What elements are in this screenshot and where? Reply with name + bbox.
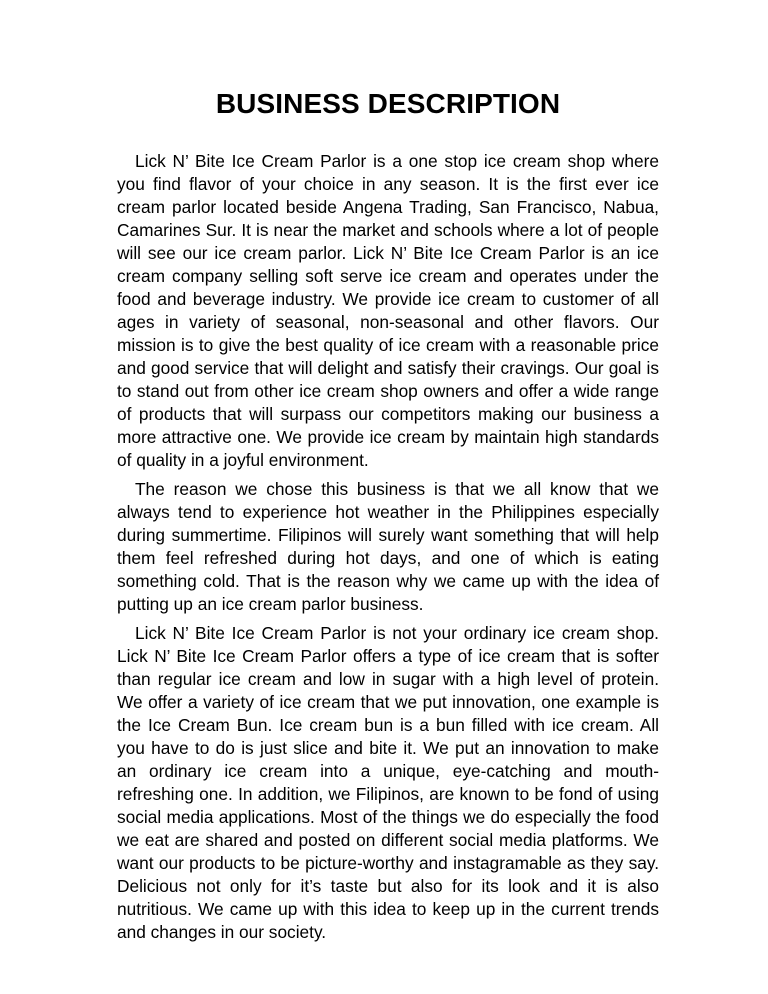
document-page [117,86,659,950]
paragraph-intro: Lick N’ Bite Ice Cream Parlor is a one stop ice cream shop where you find flavor of your choice in any season. It is the first ever ice cream parlor located beside Angena Trading, San Francisco, Nabua, Camarines Sur. It is near the market and schools where a lot of people will see our ice cream parlor. Lick N’ Bite Ice Cream Parlor is an ice cream company selling soft serve ice cream and operates under the food and beverage industry. We provide ice cream to customer of all ages in variety of seasonal, non-seasonal and other flavors. Our mission is to give the best quality of ice cream with a reasonable price and good service that will delight and satisfy their cravings. Our goal is to stand out from other ice cream shop owners and offer a wide range of products that will surpass our competitors making our business a more attractive one. We provide ice cream by maintain high standards of quality in a joyful environment. [117,151,659,470]
page-title: BUSINESS DESCRIPTION [215,88,561,119]
paragraph-reason: The reason we chose this business is that we all know that we always tend to experience hot weather in the Philippines especially during summertime. Filipinos will surely want something that will help them feel refreshed during hot days, and one of which is eating something cold. That is the reason why we came up with the idea of putting up an ice cream parlor business. [117,479,659,614]
paragraph-uniqueness: Lick N’ Bite Ice Cream Parlor is not your ordinary ice cream shop. Lick N’ Bite Ice Cream Parlor offers a type of ice cream that is softer than regular ice cream and low in sugar with a high level of protein. We offer a variety of ice cream that we put innovation, one example is the Ice Cream Bun. Ice cream bun is a bun filled with ice cream. All you have to do is just slice and bite it. We put an innovation to make an ordinary ice cream into a unique, eye-catching and mouth-refreshing one. In addition, we Filipinos, are known to be fond of using social media applications. Most of the things we do especially the food we eat are shared and posted on different social media platforms. We want our products to be picture-worthy and instagramable as they say. Delicious not only for it’s taste but also for its look and it is also nutritious. We came up with this idea to keep up in the current trends and changes in our society. [117,623,659,942]
